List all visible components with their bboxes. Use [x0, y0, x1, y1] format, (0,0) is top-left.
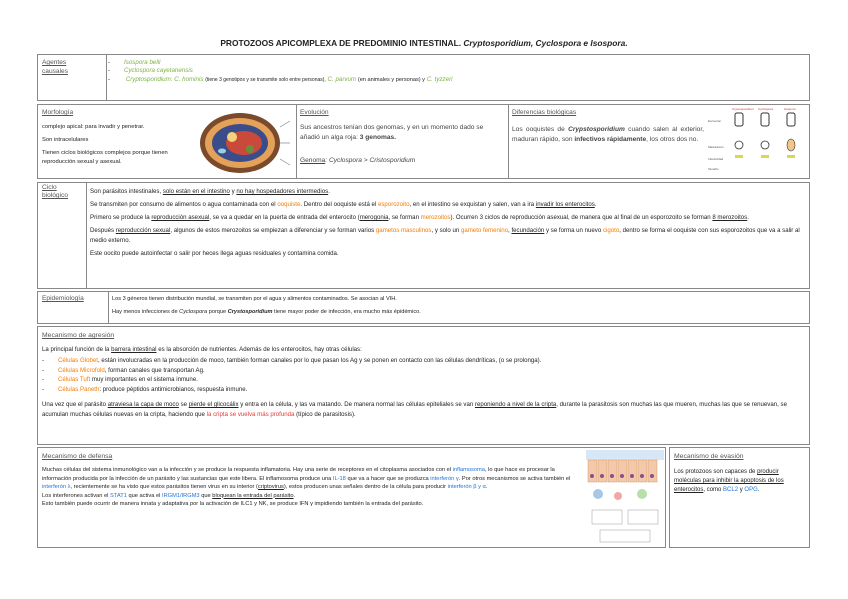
table-row: Excreción — [708, 119, 722, 123]
species-name: Crypstosporidium — [568, 126, 625, 133]
stat1-term: STAT1 — [110, 492, 127, 499]
agresion-label: Mecanismo de agresión — [42, 332, 115, 339]
evasion-label: Mecanismo de evasión — [674, 453, 744, 460]
title-species: Cryptosporidium, Cyclospora e Isospora. — [463, 38, 628, 48]
epidemiologia-label: Epidemiología — [42, 295, 84, 302]
table-col: Cyclospora — [758, 107, 774, 111]
text-fragment: Después — [90, 227, 115, 235]
list-item — [108, 59, 808, 67]
ciclo-section — [37, 182, 810, 289]
cell-types-list — [42, 356, 804, 394]
text-fragment: invadir los enterocitos — [535, 201, 595, 209]
agresion-text — [42, 345, 804, 423]
text-fragment: ). Ocurren 3 ciclos de reproducción asexual, de manera que al final de un esporozoito se forman — [450, 214, 711, 222]
text-fragment: Una vez que el parásito — [42, 401, 107, 409]
morfologia-line: Son intracelulares — [42, 136, 89, 143]
table-col: Cryptosporidium — [732, 107, 754, 111]
text-fragment: que va a hacer que se produzca — [347, 475, 429, 482]
text-fragment: . — [485, 484, 488, 491]
text-fragment: reproducción sexual — [115, 227, 171, 235]
text-fragment: porque — [208, 308, 227, 315]
morfologia-label: Morfología — [42, 109, 74, 116]
table-row: Maduración — [708, 145, 724, 149]
genoma-line — [300, 157, 415, 166]
text-fragment: Los ooquistes de — [512, 126, 565, 133]
cell-type-name: Células Microfold — [58, 366, 105, 374]
inflamosoma-term: inflamosoma — [452, 467, 485, 473]
table-row: Infectividad — [708, 157, 724, 161]
text-fragment: Primero se produce la — [90, 214, 150, 222]
text-fragment: infectivos rápidamente — [574, 135, 647, 143]
text-fragment: , algunos de estos merozoitos se empiezan a diferenciar y se forman varios — [170, 227, 375, 235]
text-fragment: , recientemente se ha visto que estos parásitos tienen virus en su interior ( — [70, 484, 258, 491]
list-item — [42, 366, 804, 375]
evolucion-label: Evolución — [300, 109, 329, 116]
text-fragment: , se forman — [388, 214, 419, 222]
defensa-section — [37, 447, 666, 548]
table-row: Tamaño — [708, 167, 719, 171]
morfologia-line: Tienen ciclos biológicos complejos porque tienen reproducción sexual y asexual. — [42, 149, 168, 165]
text-fragment: tiene mayor poder de infección, era mucho más épidémico. — [274, 308, 421, 315]
text-fragment: Muchas células del sistema inmunológico van a la infección y se produce la respuesta inflamatoria. Hay una serie de receptores en el citoplasma asociados con el — [42, 467, 452, 473]
agresion-section — [37, 326, 810, 445]
defensa-text — [42, 466, 582, 509]
species-name: Cryptosporidium: C. hominis — [125, 75, 204, 83]
text-fragment: ), estos producen unas señales dentro de la célula para producir — [283, 484, 447, 491]
il18-term: IL-18 — [332, 475, 346, 482]
species-name: C. tyzzeri — [426, 75, 453, 83]
gametos-term: gametos masculinos — [375, 227, 432, 235]
text-fragment: atraviesa la capa de moco — [107, 401, 179, 409]
ciclo-text — [90, 187, 806, 262]
text-fragment: barrera intestinal — [111, 346, 157, 353]
species-name: Crystosporidium — [227, 308, 273, 315]
list-item — [42, 356, 804, 365]
genoma-label: Genoma — [300, 157, 326, 164]
cell-type-name: Células Globet — [58, 357, 98, 365]
bcl2-term: BCL2 — [723, 487, 739, 493]
merozoitos-term: merozoitos — [420, 214, 451, 222]
morfologia-row — [37, 104, 810, 179]
agentes-section — [37, 54, 810, 101]
interferon-term: interferón γ — [430, 475, 459, 482]
text-fragment: cuando salen al exterior, maduran rápido, son — [512, 126, 704, 143]
text-fragment: . — [757, 487, 760, 493]
text-fragment: que — [201, 492, 211, 499]
text-fragment: y se forma un nuevo — [546, 227, 602, 235]
text-fragment: reproducción asexual — [151, 214, 210, 222]
text-fragment: Se transmiten por consumo de alimentos o agua contaminada con el — [90, 201, 276, 209]
diferencias-label: Diferencias biológicas — [512, 109, 577, 116]
agentes-list — [108, 59, 808, 84]
text-fragment: Los 3 géneros tienen distribución mundial, se transmiten por el agua y alimentos contaminados. Se asocian al VIH. — [112, 296, 397, 302]
genoma-text: : Cyclospora > Cristosporidium — [325, 157, 416, 164]
title-main: PROTOZOOS APICOMPLEXA DE PREDOMINIO INTESTINAL. — [220, 38, 462, 48]
morfologia-text — [42, 123, 187, 167]
evolucion-genomes: 3 genomas. — [359, 133, 397, 141]
esporozoito-term: esporozoito — [377, 201, 410, 209]
evolucion-text — [300, 123, 504, 142]
text-fragment: fecundación — [511, 227, 545, 235]
text-fragment: pierde el glicocálix — [188, 401, 239, 409]
species-name: C. parvum — [327, 75, 357, 83]
text-fragment: , los otros dos no. — [646, 135, 699, 143]
text-fragment: es la absorción de nutrientes. Además de los enterocitos, hay otras células: — [158, 346, 362, 353]
text-fragment: , lo que hace es procesar la información producida por la infección de un parásito y las sustancias que este libera. El inflamosoma produce una — [42, 467, 555, 482]
text-fragment: (típico de parasitosis). — [296, 410, 356, 418]
text-fragment: . — [328, 188, 330, 195]
list-item — [108, 67, 808, 75]
text-fragment: , dentro se forma el ooquiste con sus esporozoitos que va a salir al medio externo. — [90, 227, 800, 244]
text-fragment: Son parásitos intestinales, — [90, 188, 162, 195]
text-fragment: solo están en el intestino — [162, 188, 230, 195]
species-note: (en animales y personas) y — [357, 76, 425, 83]
text-fragment: producir moléculas para inhibir la apoptosis de los enterocitos — [674, 469, 784, 493]
diferencias-table — [708, 107, 808, 177]
text-fragment: se — [180, 401, 188, 409]
evasion-text — [674, 468, 806, 495]
list-item — [108, 76, 808, 85]
text-fragment: reponiendo a nivel de la cripta — [474, 401, 557, 409]
epithelium-illustration — [586, 450, 664, 546]
text-fragment: Esto también puede ocurrir de manera innata y adaptativa por la activación de ILC1 y NK, se produce IFN γ impidiendo también la entrada del parásito. — [42, 501, 424, 508]
text-fragment: , como — [703, 487, 722, 493]
text-fragment: , durante la parasitosis son muchas las que mueren, muchas las que se renuevan, se acumulan muchas células nuevas en la cripta, haciendo que — [42, 401, 787, 418]
interferon-term: interferón λ — [42, 484, 71, 491]
text-fragment: que activa el — [128, 492, 161, 499]
text-fragment: . — [747, 214, 749, 222]
text-fragment: Los interferones activan el — [42, 492, 109, 499]
opg-term: OPG — [744, 487, 758, 493]
evolucion-sentence: Sus ancestros tenían dos genomas, y en un momento dado se añadió un alga roja: — [300, 124, 484, 141]
text-fragment: . Por otros mecanismos se activa también el — [458, 475, 571, 482]
page-title — [0, 38, 848, 49]
diferencias-text — [512, 125, 704, 144]
epidemiologia-section — [37, 291, 810, 324]
text-fragment: y entra en la célula, y las va matando. De manera normal las células epiteliales se van — [240, 401, 474, 409]
text-fragment: . Dentro del ooquiste está el — [300, 201, 377, 209]
text-fragment: , — [508, 227, 510, 235]
text-fragment: , se va a quedar en la puerta de entrada del enterocito ( — [209, 214, 360, 222]
text-fragment: . — [594, 201, 597, 209]
text-fragment: bloquean la entrada del parásito — [212, 492, 294, 499]
text-fragment: no hay hospedadores intermedios — [236, 188, 329, 195]
cripta-term: la cripta se vuelva más profunda — [206, 410, 295, 418]
cell-type-name: Células Tuft — [58, 376, 91, 384]
text-fragment: . — [293, 492, 296, 499]
species-name: Isospora belli — [124, 59, 161, 66]
cell-type-text: , forman canales que transportan Ag. — [104, 366, 205, 374]
epidemiologia-text — [112, 295, 806, 317]
defensa-label: Mecanismo de defensa — [42, 453, 113, 460]
text-fragment: Los protozoos son capaces de — [674, 469, 756, 475]
text-fragment: Este oocito puede autoinfectar o salir por heces llega aguas residuales y contamina comida. — [90, 249, 339, 257]
text-fragment: criptovirus — [257, 484, 284, 491]
cigoto-term: cigoto — [602, 227, 620, 235]
cell-type-name: Células Paneth — [58, 385, 100, 393]
text-fragment: 8 merozoitos — [712, 214, 748, 222]
text-fragment: merogonia — [359, 214, 389, 222]
ooquiste-term: ooquiste — [277, 201, 301, 209]
table-col: Isospora — [784, 107, 796, 111]
text-fragment: , y solo un — [431, 227, 460, 235]
text-fragment: y — [739, 487, 743, 493]
text-fragment: , en el intestino se exquistan y salen, van a ira — [409, 201, 535, 209]
comparison-icons — [708, 107, 808, 177]
species-name: Cyclospora cayetanensis — [124, 67, 193, 75]
species-name: Cyclospora — [179, 308, 208, 315]
text-fragment: Hay menos infecciones de — [112, 308, 178, 315]
interferon-term: interferón β y α — [447, 484, 486, 491]
ciclo-label: Ciclo biológico — [42, 184, 69, 199]
evasion-section — [669, 447, 810, 548]
text-fragment: y — [231, 188, 235, 195]
cell-type-text: muy importantes en el sistema inmune. — [91, 376, 198, 384]
list-item — [42, 385, 804, 394]
cell-type-text: : produce péptidos antimicrobianos, respuesta inmune. — [99, 385, 248, 393]
irgm-term: IRGM1/IRGM3 — [161, 492, 200, 499]
gameto-term: gameto femenino — [460, 227, 509, 235]
morfologia-line: complejo apical: para invadir y penetrar. — [42, 124, 145, 130]
species-note: (tiene 3 genotipos y se transmite solo entre personas), — [205, 76, 326, 83]
cell-type-text: , están involucradas en la producción de moco, también forman canales por lo que pasan los Ag y se ponen en contacto con las células dendríticas, (o se prolonga). — [97, 357, 542, 365]
text-fragment: La principal función de la — [42, 346, 110, 353]
list-item — [42, 375, 804, 384]
apicomplexa-cell-illustration — [192, 107, 292, 177]
agentes-label: Agentes causales — [42, 59, 69, 75]
